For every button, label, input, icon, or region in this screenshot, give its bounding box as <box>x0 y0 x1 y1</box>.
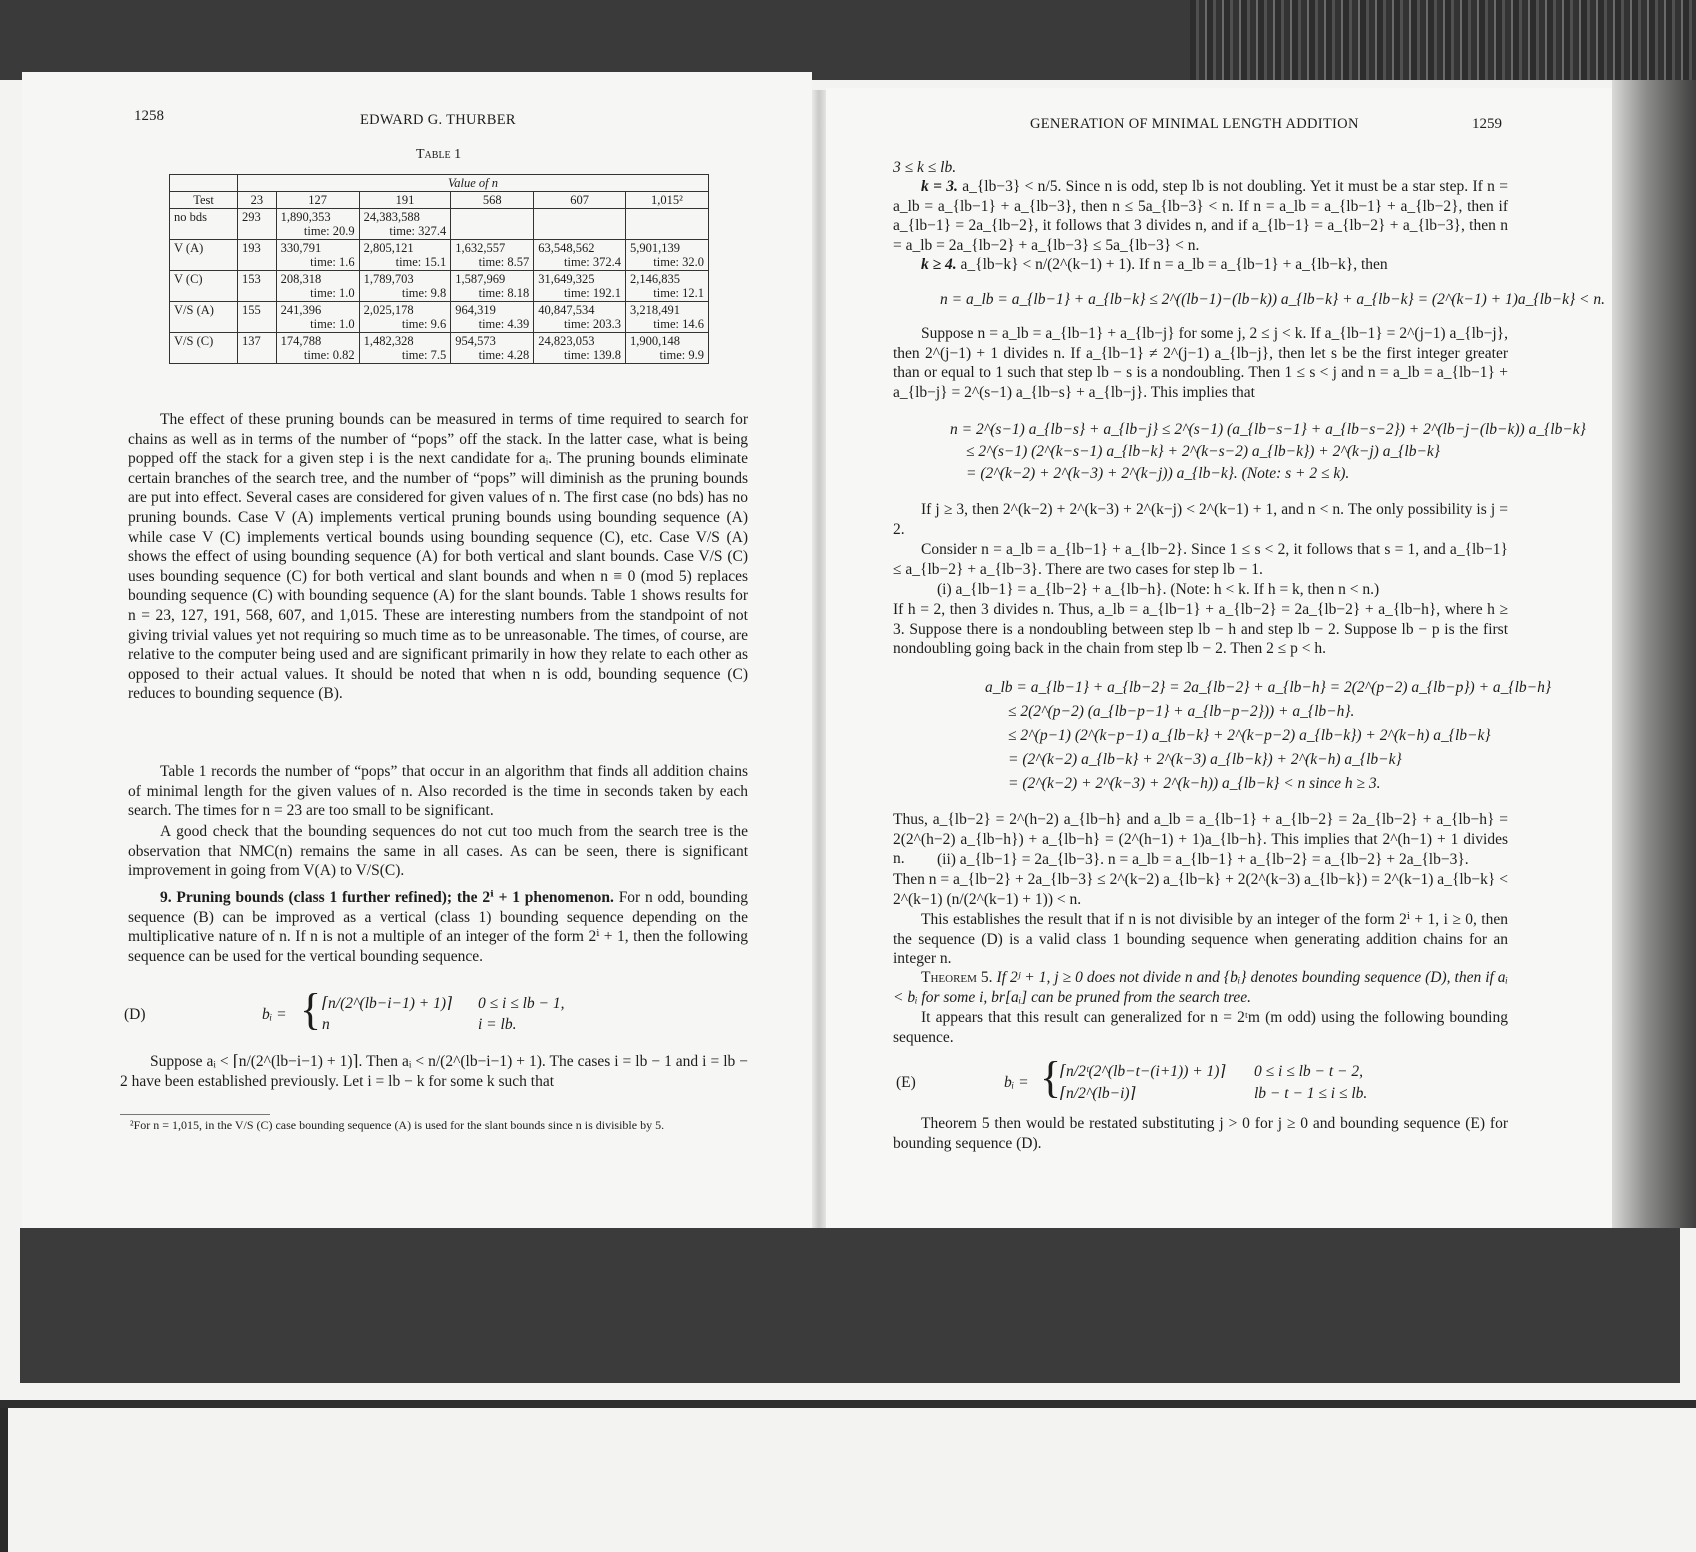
cell-time: time: 4.28 <box>478 348 530 362</box>
equation-d-lhs: bᵢ = <box>262 1006 287 1023</box>
table-caption: Table 1 <box>416 147 462 162</box>
table-cell <box>359 240 451 271</box>
paragraph-then: Then n = a_{lb−2} + 2a_{lb−3} ≤ 2^(k−2) a_{lb−k} + 2(2^(k−3) a_{lb−k}) = 2^(k−1) a_{lb−k} < 2^(k−1) (n/(2^(k−1) + 1)) < n. <box>893 871 1508 908</box>
page-number-right: 1259 <box>1472 116 1502 132</box>
cell-time: time: 139.8 <box>564 348 621 362</box>
table-cell <box>534 302 626 333</box>
equation-d-brace: { <box>300 985 322 1034</box>
scan-bottom-border <box>20 1228 1680 1383</box>
row-label: V (C) <box>170 271 238 302</box>
footnote: ²For n = 1,015, in the V/S (C) case bounding sequence (A) is used for the slant bounds since n is divisible by 5. <box>130 1118 665 1132</box>
table-cell <box>238 271 277 302</box>
cell-count: 1,632,557 <box>455 241 506 255</box>
table-cell <box>276 302 359 333</box>
section-text: For n odd, bounding sequence (B) can be improved as a vertical (class 1) bounding sequence depending on the multiplicative nature of n. If n is not a multiple of an integer of the form 2ⁱ + 1, then the following sequence can be used for the vertical bounding sequence. <box>128 889 749 965</box>
cell-count: 1,482,328 <box>363 334 414 348</box>
table-cell <box>625 333 708 364</box>
table-cell <box>238 240 277 271</box>
col-header: 191 <box>359 192 451 209</box>
table-row <box>170 209 709 240</box>
col-header: 23 <box>238 192 277 209</box>
k3-text: a_{lb−3} < n/5. Since n is odd, step lb is not doubling. Yet it must be a star step. If n = a_lb = a_{lb−1} + a_{lb−3}, then n ≤ 5a_{lb−3} < n. If n = a_lb = a_{lb−1} + a_{lb−2}, then if a_{lb−1} = 2a_{lb−2}, it follows that 3 divides n, and if a_{lb−1} = a_{lb−2} + a_{lb−3}, then n = a_lb = 2a_{lb−2} + a_{lb−3} ≤ 5a_{lb−3} < n. <box>893 178 1508 254</box>
table-row <box>170 333 709 364</box>
section-9 <box>128 888 748 966</box>
equation-d-case1: ⌈n/(2^(lb−i−1) + 1)⌉ <box>322 995 453 1012</box>
cell-count: 153 <box>242 272 261 286</box>
table-cell <box>451 302 534 333</box>
running-header-left: EDWARD G. THURBER <box>360 112 516 128</box>
cell-count: 2,025,178 <box>363 303 414 317</box>
equation-d-case2: n <box>322 1016 330 1033</box>
paragraph-if-j: If j ≥ 3, then 2^(k−2) + 2^(k−3) + 2^(k−j) < 2^(k−1) + 1, and n < n. The only possibility is j = 2. <box>893 501 1508 538</box>
cell-count: 241,396 <box>280 303 322 317</box>
table-cell <box>359 271 451 302</box>
equation-d-label: (D) <box>124 1006 146 1023</box>
cell-count: 2,805,121 <box>363 241 414 255</box>
table-row <box>170 271 709 302</box>
paragraph-good-check: A good check that the bounding sequences do not cut too much from the search tree is the observation that NMC(n) remains the same in all cases. As can be seen, there is significant improvement in going from V(A) to V/S(C). <box>128 823 748 880</box>
table-cell <box>359 333 451 364</box>
row-label: no bds <box>170 209 238 240</box>
case-ii: (ii) a_{lb−1} = 2a_{lb−3}. n = a_lb = a_{lb−1} + a_{lb−2} = a_{lb−2} + 2a_{lb−3}. <box>937 851 1469 868</box>
table-cell <box>534 240 626 271</box>
table-cell <box>238 333 277 364</box>
paragraph-if-h: If h = 2, then 3 divides n. Thus, a_lb = a_{lb−1} + a_{lb−2} = 2a_{lb−2} + a_{lb−h}, where h ≥ 3. Suppose there is a nondoubling between step lb − h and step lb − 2. Suppose lb − p is the first nondoubling going back in the chain from step lb − 2. Then 2 ≤ p < h. <box>893 601 1508 658</box>
paragraph-suppose: Suppose aᵢ < ⌈n/(2^(lb−i−1) + 1)⌉. Then aᵢ < n/(2^(lb−i−1) + 1). The cases i = lb − 1 and i = lb − 2 have been established previously. Let i = lb − k for some k such that <box>120 1053 748 1090</box>
theorem-text: If 2ʲ + 1, j ≥ 0 does not divide n and {bᵢ} denotes bounding sequence (D), then if aᵢ < bᵢ for some i, br[aᵢ] can be pruned from the search tree. <box>893 969 1508 1006</box>
cell-count: 208,318 <box>280 272 322 286</box>
cell-time: time: 4.39 <box>478 317 530 331</box>
paragraph-table-records: Table 1 records the number of “pops” that occur in an algorithm that finds all addition chains of minimal length for the given values of n. Also recorded is the time in seconds taken by each search. The times for n = 23 are too small to be significant. <box>128 763 748 820</box>
table-row <box>170 302 709 333</box>
theorem-label: Theorem 5. <box>921 969 993 986</box>
paragraph-pruning-effect: The effect of these pruning bounds can be measured in terms of time required to search for chains as well as in terms of the number of “pops” off the stack. In the latter case, what is being popped off the stack for a given step i is the next candidate for aᵢ. The pruning bounds eliminate certain branches of the search tree, and the number of “pops” will diminish as the pruning bounds are put into effect. Several cases are considered for given values of n. The first case (no bds) has no pruning bounds. Case V (A) implements vertical pruning bounds using bounding sequence (A) while case V (C) implements vertical bounds using bounding sequence (C), etc. Case V/S (A) shows the effect of using bounding sequence (A) for both vertical and slant bounds. Case V/S (C) uses bounding sequence (C) for both vertical and slant bounds and when n ≡ 0 (mod 5) replaces bounding sequence (C) with bounding sequence (A) for the slant bounds. Table 1 shows results for n = 23, 127, 191, 568, 607, and 1,015. These are interesting numbers from the standpoint of not giving trivial values yet not requiring so much time as to be unreasonable. The times, of course, are relative to the computer being used and are significant primarily in how they relate to each other as opposed to their actual values. It should be noted that when n is odd, bounding sequence (C) reduces to bounding sequence (B). <box>128 411 748 703</box>
page-number-left: 1258 <box>134 108 164 124</box>
paragraph-appears: It appears that this result can generalized for n = 2ᵗm (m odd) using the following bounding sequence. <box>893 1009 1508 1046</box>
table-cell <box>625 240 708 271</box>
cell-count: 155 <box>242 303 261 317</box>
cell-time: time: 0.82 <box>303 348 355 362</box>
equation-3-line3: ≤ 2^(p−1) (2^(k−p−1) a_{lb−k} + 2^(k−p−2) a_{lb−k}) + 2^(k−h) a_{lb−k} <box>1008 727 1491 744</box>
cell-count: 174,788 <box>280 334 322 348</box>
cell-time: time: 8.18 <box>478 286 530 300</box>
cell-count: 964,319 <box>455 303 496 317</box>
equation-e-case2: ⌈n/2^(lb−i)⌉ <box>1060 1085 1136 1102</box>
table-cell <box>276 271 359 302</box>
cell-time: time: 9.8 <box>401 286 447 300</box>
table-row <box>170 240 709 271</box>
cell-time: time: 20.9 <box>303 224 355 238</box>
cell-time: time: 7.5 <box>401 348 447 362</box>
k4-text: a_{lb−k} < n/(2^(k−1) + 1). If n = a_lb = a_{lb−1} + a_{lb−k}, then <box>956 256 1388 273</box>
paragraph-consider: Consider n = a_lb = a_{lb−1} + a_{lb−2}. Since 1 ≤ s < 2, it follows that s = 1, and a_{lb−1} ≤ a_{lb−2} + a_{lb−3}. There are two cases for step lb − 1. <box>893 541 1508 578</box>
table-cell <box>534 209 626 240</box>
col-header: 568 <box>451 192 534 209</box>
equation-1: n = a_lb = a_{lb−1} + a_{lb−k} ≤ 2^((lb−1)−(lb−k)) a_{lb−k} + a_{lb−k} = (2^(k−1) + 1)a_{lb−k} < n. <box>940 291 1606 308</box>
cell-time: time: 9.6 <box>401 317 447 331</box>
cell-count: 63,548,562 <box>538 241 595 255</box>
table-corner <box>170 175 238 192</box>
cell-count: 954,573 <box>455 334 496 348</box>
cell-count: 1,890,353 <box>280 210 331 224</box>
cell-time: time: 1.0 <box>310 286 355 300</box>
table-cell <box>625 209 708 240</box>
cell-count: 31,649,325 <box>538 272 595 286</box>
table-cell <box>534 271 626 302</box>
cell-count: 137 <box>242 334 261 348</box>
paragraph-restated: Theorem 5 then would be restated substituting j > 0 for j ≥ 0 and bounding sequence (E) for bounding sequence (D). <box>893 1115 1508 1152</box>
scan-lower-strip <box>0 1400 1696 1408</box>
table-cell <box>276 333 359 364</box>
table-cell <box>276 240 359 271</box>
cell-count: 1,587,969 <box>455 272 506 286</box>
cell-count: 193 <box>242 241 261 255</box>
cell-count: 330,791 <box>280 241 322 255</box>
cell-count: 2,146,835 <box>629 272 680 286</box>
results-table <box>169 174 709 364</box>
scan-left-edge <box>0 1408 8 1552</box>
row-label: V/S (A) <box>170 302 238 333</box>
table-cell <box>359 209 451 240</box>
equation-e-case1: ⌈n/2ᵗ(2^(lb−t−(i+1)) + 1)⌉ <box>1060 1063 1226 1080</box>
cell-count: 1,789,703 <box>363 272 414 286</box>
cell-count: 5,901,139 <box>629 241 680 255</box>
paragraph-k3 <box>893 177 1508 255</box>
row-label: V/S (C) <box>170 333 238 364</box>
col-header: 127 <box>276 192 359 209</box>
cell-count: 24,383,588 <box>363 210 420 224</box>
table-group-header <box>238 175 709 192</box>
paragraph-k4 <box>893 255 1508 275</box>
paragraph-suppose-j: Suppose n = a_lb = a_{lb−1} + a_{lb−j} for some j, 2 ≤ j < k. If a_{lb−1} = 2^(j−1) a_{lb−j}, then 2^(j−1) + 1 divides n. If a_{lb−1} ≠ 2^(j−1) a_{lb−j}, then let s be the first integer greater than or equal to 1 such that step lb − s is a nondoubling. Then 1 ≤ s < j and n = a_lb = a_{lb−1} + a_{lb−j} = 2^(s−1) a_{lb−s} + a_{lb−j}. This implies that <box>893 325 1508 401</box>
col-header: 1,015² <box>625 192 708 209</box>
table-cell <box>534 333 626 364</box>
equation-3-line2: ≤ 2(2^(p−2) (a_{lb−p−1} + a_{lb−p−2})) + a_{lb−h}. <box>1008 703 1355 720</box>
equation-2-line2: ≤ 2^(s−1) (2^(k−s−1) a_{lb−k} + 2^(k−s−2) a_{lb−k}) + 2^(k−j) a_{lb−k} <box>966 443 1440 460</box>
equation-3-line1: a_lb = a_{lb−1} + a_{lb−2} = 2a_{lb−2} + a_{lb−h} = 2(2^(p−2) a_{lb−p}) + a_{lb−h} <box>985 679 1552 696</box>
equation-3-line5: = (2^(k−2) + 2^(k−3) + 2^(k−h)) a_{lb−k} < n since h ≥ 3. <box>1008 775 1381 792</box>
book-spine <box>812 90 826 1230</box>
cell-time: time: 327.4 <box>389 224 447 238</box>
cell-time: time: 192.1 <box>564 286 621 300</box>
cell-time: time: 372.4 <box>564 255 621 269</box>
cell-count: 40,847,534 <box>538 303 595 317</box>
table-cell <box>451 333 534 364</box>
equation-2-line1: n = 2^(s−1) a_{lb−s} + a_{lb−j} ≤ 2^(s−1) (a_{lb−s−1} + a_{lb−s−2}) + 2^(lb−j−(lb−k)) a_{lb−k} <box>950 421 1586 438</box>
paragraph-establishes: This establishes the result that if n is not divisible by an integer of the form 2ⁱ + 1, i ≥ 0, then the sequence (D) is a valid class 1 bounding sequence when generating addition chains for an integer n. <box>893 911 1508 968</box>
cell-time: time: 15.1 <box>395 255 447 269</box>
case-i: (i) a_{lb−1} = a_{lb−2} + a_{lb−h}. (Note: h < k. If h = k, then n < n.) <box>937 581 1380 598</box>
equation-3-line4: = (2^(k−2) a_{lb−k} + 2^(k−3) a_{lb−k}) + 2^(k−h) a_{lb−k} <box>1008 751 1402 768</box>
section-heading: 9. Pruning bounds (class 1 further refined); the 2ⁱ + 1 phenomenon. <box>160 889 614 906</box>
cell-time: time: 8.57 <box>478 255 530 269</box>
equation-e-lhs: bᵢ = <box>1004 1074 1029 1091</box>
equation-e-cond2: lb − t − 1 ≤ i ≤ lb. <box>1254 1085 1368 1102</box>
table-cell <box>625 302 708 333</box>
equation-d-cond2: i = lb. <box>478 1016 517 1033</box>
equation-e-brace: { <box>1040 1053 1062 1102</box>
table-cell <box>276 209 359 240</box>
cell-time: time: 32.0 <box>653 255 704 269</box>
equation-e-label: (E) <box>896 1074 916 1091</box>
cell-time: time: 1.6 <box>310 255 355 269</box>
right-page-edge-shadow <box>1612 80 1696 1228</box>
theorem-5 <box>893 968 1508 1007</box>
cell-time: time: 14.6 <box>653 317 704 331</box>
table-cell <box>451 209 534 240</box>
col-header: Test <box>170 192 238 209</box>
equation-d-cond1: 0 ≤ i ≤ lb − 1, <box>478 995 565 1012</box>
table-cell <box>451 271 534 302</box>
row-label: V (A) <box>170 240 238 271</box>
equation-e-cond1: 0 ≤ i ≤ lb − t − 2, <box>1254 1063 1363 1080</box>
cell-time: time: 9.9 <box>659 348 704 362</box>
table-cell <box>625 271 708 302</box>
cell-count: 293 <box>242 210 261 224</box>
scan-top-edge-stripes <box>1190 0 1696 80</box>
k3-label: k = 3. <box>921 178 958 195</box>
cell-time: time: 12.1 <box>653 286 704 300</box>
table-group-header-text: Value of n <box>448 176 499 190</box>
running-header-right: GENERATION OF MINIMAL LENGTH ADDITION <box>1030 116 1359 132</box>
table-cell <box>359 302 451 333</box>
col-header: 607 <box>534 192 626 209</box>
table-cell <box>238 209 277 240</box>
table-cell <box>451 240 534 271</box>
paragraph-thus: Thus, a_{lb−2} = 2^(h−2) a_{lb−h} and a_lb = a_{lb−1} + a_{lb−2} = 2a_{lb−2} + a_{lb−h} = 2(2^(h−2) a_{lb−h}) + a_{lb−h} = (2^(h−1) + 1)a_{lb−h}. This implies that 2^(h−1) + 1 divides n. <box>893 811 1508 868</box>
cell-count: 3,218,491 <box>629 303 680 317</box>
cell-count: 24,823,053 <box>538 334 595 348</box>
cell-count: 1,900,148 <box>629 334 680 348</box>
cell-time: time: 1.0 <box>310 317 355 331</box>
k-range: 3 ≤ k ≤ lb. <box>893 159 957 176</box>
cell-time: time: 203.3 <box>564 317 621 331</box>
equation-2-line3: = (2^(k−2) + 2^(k−3) + 2^(k−j)) a_{lb−k}. (Note: s + 2 ≤ k). <box>966 465 1350 482</box>
table-cell <box>238 302 277 333</box>
k4-label: k ≥ 4. <box>921 256 957 273</box>
